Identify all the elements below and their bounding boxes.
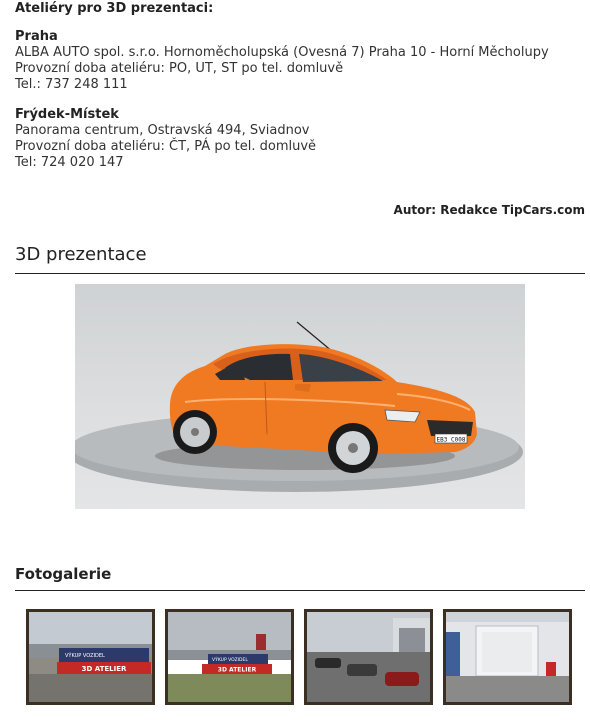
banner-sign-text: VÝKUP VOZIDEL: [212, 658, 248, 663]
section-divider: [15, 273, 585, 274]
section-divider: [15, 590, 585, 591]
gallery-thumb-2[interactable]: [165, 609, 294, 705]
gallery-thumb-1[interactable]: [26, 609, 155, 705]
gallery-title: Fotogalerie: [15, 565, 112, 583]
studio-frydek: [15, 107, 316, 171]
banner-text: 3D ATELIER: [81, 665, 127, 673]
car-3d-presentation[interactable]: [75, 284, 525, 509]
studio-city: Praha: [15, 29, 58, 44]
studio-hours: Provozní doba ateliéru: PO, UT, ST po tel. domluvě: [15, 61, 344, 76]
studio-hours: Provozní doba ateliéru: ČT, PÁ po tel. domluvě: [15, 139, 317, 154]
presentation-title: 3D prezentace: [15, 244, 147, 265]
studio-praha: [15, 29, 549, 93]
gallery-thumb-4[interactable]: [443, 609, 572, 705]
license-plate: EB3 C008: [436, 436, 466, 444]
studios-heading: Ateliéry pro 3D prezentaci:: [15, 1, 214, 16]
author-credit: Autor: Redakce TipCars.com: [393, 203, 585, 217]
studio-city: Frýdek-Místek: [15, 107, 119, 122]
studio-address: Panorama centrum, Ostravská 494, Sviadnov: [15, 123, 310, 138]
studio-phone: Tel: 724 020 147: [15, 155, 124, 170]
studio-phone: Tel.: 737 248 111: [15, 77, 128, 92]
banner-text: 3D ATELIER: [217, 666, 257, 674]
studio-address: ALBA AUTO spol. s.r.o. Hornoměcholupská (Ovesná 7) Praha 10 - Horní Měcholupy: [15, 45, 549, 60]
front-wheel: [328, 423, 378, 473]
gallery-thumb-3[interactable]: [304, 609, 433, 705]
banner-sign-text: VÝKUP VOZIDEL: [65, 653, 105, 659]
rear-wheel: [173, 410, 217, 454]
